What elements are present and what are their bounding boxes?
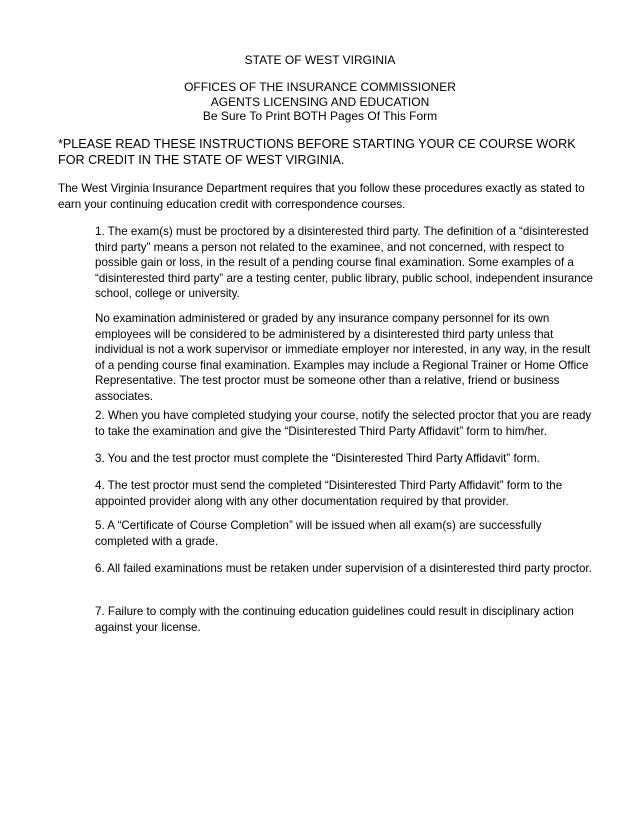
instruction-item-1: 1. The exam(s) must be proctored by a disinterested third party. The definition of a “disinterested third party” means a person not related to the examinee, and not concerned, with respect to possible gain or loss, in the result of a pending course final examination. Some examples of a “disinterested third party” are a testing center, public library, public school, independent insurance school, college or university.: [95, 225, 593, 300]
office-name: OFFICES OF THE INSURANCE COMMISSIONER: [184, 80, 456, 94]
instruction-item-7: 7. Failure to comply with the continuing education guidelines could result in disciplinary action against your license.: [95, 605, 574, 634]
instruction-item-4: 4. The test proctor must send the completed “Disinterested Third Party Affidavit” form to the appointed provider along with any other documentation required by that provider.: [95, 479, 563, 508]
instruction-item-1-continued: No examination administered or graded by any insurance company personnel for its own employees will be considered to be administered by a disinterested third party unless that individual is not a work supervisor or immediate employer nor interested, in any way, in the result of a pending course final examination. Examples may include a Regional Trainer or Home Office Representative. The test proctor must be someone other than a relative, friend or business associates.: [95, 312, 591, 403]
office-division: AGENTS LICENSING AND EDUCATION: [210, 94, 430, 109]
print-instruction: Be Sure To Print BOTH Pages Of This Form: [202, 109, 438, 123]
office-header: [0, 80, 640, 124]
instruction-item-5: 5. A “Certificate of Course Completion” will be issued when all exam(s) are successfully completed with a grade.: [95, 519, 542, 548]
intro-paragraph: The West Virginia Insurance Department requires that you follow these procedures exactly as stated to earn your continuing education credit with correspondence courses.: [58, 182, 585, 211]
document-title: STATE OF WEST VIRGINIA: [244, 53, 396, 67]
instructions-notice: *PLEASE READ THESE INSTRUCTIONS BEFORE STARTING YOUR CE COURSE WORK FOR CREDIT IN THE STATE OF WEST VIRGINIA.: [58, 137, 576, 167]
instruction-item-3: 3. You and the test proctor must complete the “Disinterested Third Party Affidavit” form.: [95, 452, 540, 465]
instruction-item-2: 2. When you have completed studying your course, notify the selected proctor that you are ready to take the examination and give the “Disinterested Third Party Affidavit” form to him/her.: [95, 409, 592, 438]
instruction-item-6: 6. All failed examinations must be retaken under supervision of a disinterested third party proctor.: [95, 562, 592, 575]
